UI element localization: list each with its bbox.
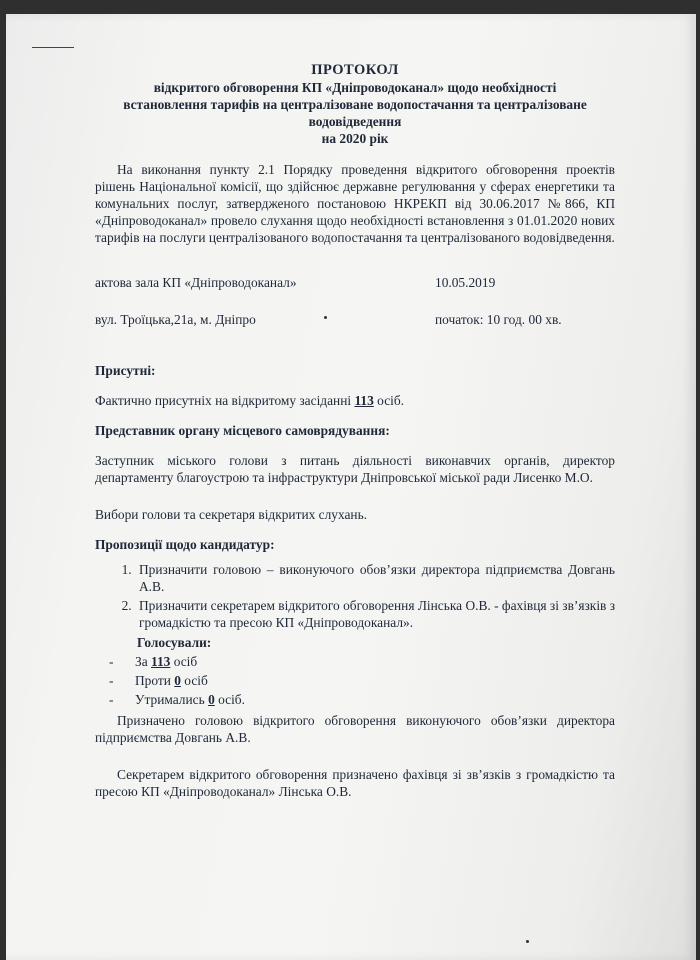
vote-for: - За 113 осіб [109, 654, 198, 669]
meta-row-venue [95, 274, 615, 291]
voting-results [95, 653, 615, 708]
present-heading: Присутні: [95, 363, 156, 378]
vote-abstain: - Утримались 0 осіб. [109, 692, 245, 707]
intro-paragraph: На виконання пункту 2.1 Порядку проведення відкритого обговорення проектів рішень Національної комісії, що здійснює державне регулювання у сферах енергетики та комунальних послуг, затвердженого постановою НКРЕКП від 30.06.2017 №866, КП «Дніпроводоканал» провело слухання щодо необхідності встановлення з 01.01.2020 нових тарифів на послуги централізованого водопостачання та централізованого водовідведення. [95, 162, 615, 245]
representative-heading: Представник органу місцевого самоврядування: [95, 423, 390, 438]
meta-row-address [95, 311, 615, 328]
chair-result: Призначено головою відкритого обговорення виконуючого обов’язки директора підприємства Довгань А.В. [95, 713, 615, 745]
voting-heading: Голосували: [137, 635, 212, 650]
meeting-date: 10.05.2019 [435, 275, 496, 290]
title-line-5: на 2020 рік [321, 131, 389, 146]
present-count-line: Фактично присутніх на відкритому засіданні 113 осіб. [95, 393, 405, 408]
elections-line: Вибори голови та секретаря відкритих слухань. [95, 507, 368, 522]
title-line-3: встановлення тарифів на централізоване водопостачання та централізоване [123, 97, 587, 112]
speck [526, 940, 529, 943]
venue: актова зала КП «Дніпроводоканал» [95, 275, 297, 290]
document-body [95, 62, 615, 800]
start-time: початок: 10 год. 00 хв. [435, 312, 562, 327]
document-title [95, 62, 615, 147]
proposals-heading: Пропозиції щодо кандидатур: [95, 537, 275, 552]
candidate-list [95, 561, 615, 631]
secretary-result: Секретарем відкритого обговорення призначено фахівця зі зв’язків з громадкістю та пресою КП «Дніпроводоканал» Лінська О.В. [95, 767, 615, 799]
list-item: 2. Призначити секретарем відкритого обговорення Лінська О.В. - фахівця зі зв’язків з громадкістю та пресою КП «Дніпроводоканал». [135, 597, 615, 631]
title-line-4: водовідведення [308, 114, 402, 129]
title-line-2: відкритого обговорення КП «Дніпроводоканал» щодо необхідності [153, 80, 557, 95]
vote-against: - Проти 0 осіб [109, 673, 208, 688]
address: вул. Троїцька,21а, м. Дніпро [95, 312, 256, 327]
list-item: 1. Призначити головою – виконуючого обов’язки директора підприємства Довгань А.В. [135, 561, 615, 595]
pen-mark [32, 47, 74, 48]
representative-text: Заступник міського голови з питань діяльності виконавчих органів, директор департаменту благоустрою та інфраструктури Дніпровської міської ради Лисенко М.О. [95, 453, 615, 485]
present-count: 113 [354, 393, 374, 408]
title-protocol: ПРОТОКОЛ [311, 62, 399, 78]
